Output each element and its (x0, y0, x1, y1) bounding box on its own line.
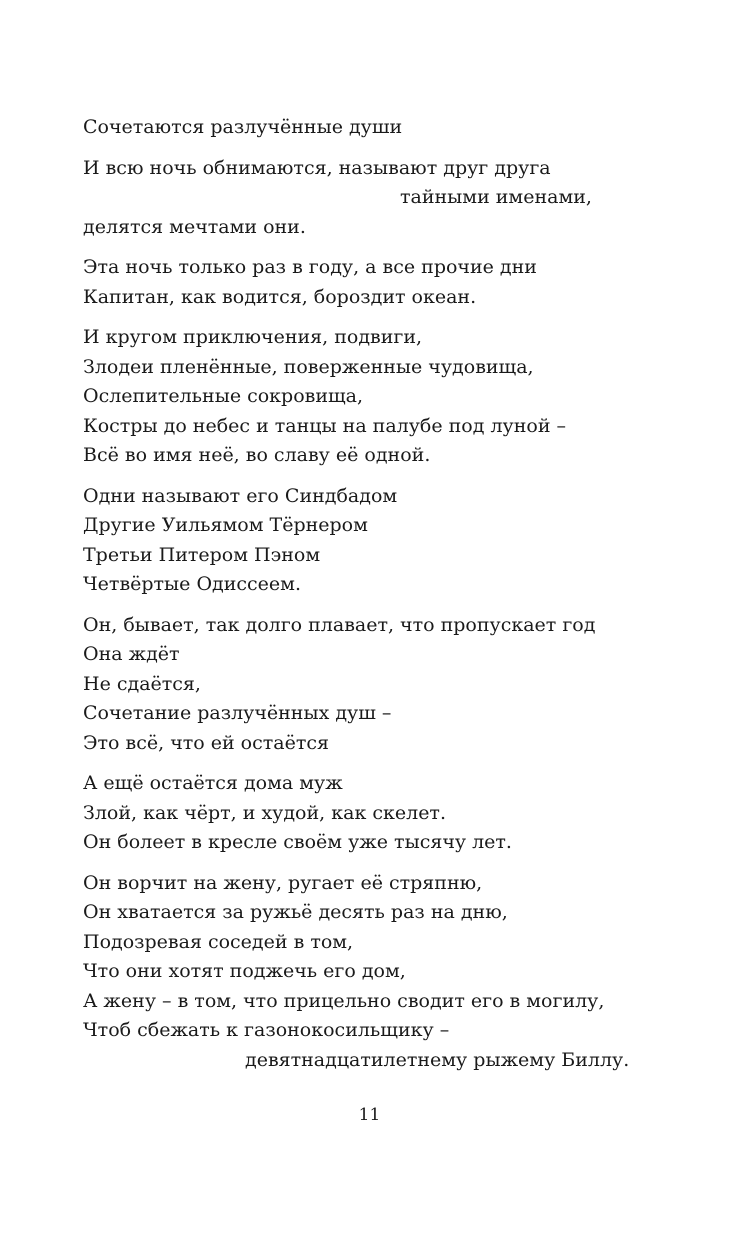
poem-line: Ослепительные сокровища, (83, 385, 364, 407)
poem-line: Сочетание разлучённых душ – (83, 702, 392, 724)
stanza (83, 611, 643, 759)
poem-line: Чтоб сбежать к газонокосильщику – (83, 1019, 450, 1041)
poem-line: девятнадцатилетнему рыжему Биллу. (245, 1048, 630, 1071)
poem-line: делятся мечтами они. (83, 215, 306, 238)
poem-line: тайными именами, (400, 186, 592, 208)
poem-line: Злодеи пленённые, поверженные чудовища, (83, 355, 534, 378)
poem-body (83, 113, 643, 1086)
poem-line: Он ворчит на жену, ругает её стряпню, (83, 871, 483, 894)
poem-line: Другие Уильямом Тёрнером (83, 514, 368, 536)
poem-line: Костры до небес и танцы на палубе под луной – (83, 414, 567, 437)
poem-line: Капитан, как водится, бороздит океан. (83, 285, 477, 308)
stanza (83, 769, 643, 858)
poem-line: Он болеет в кресле своём уже тысячу лет. (83, 831, 512, 853)
stanza (83, 869, 643, 1076)
poem-line: Что они хотят поджечь его дом, (83, 960, 406, 982)
stanza (83, 113, 643, 143)
poem-line: Не сдаётся, (83, 672, 201, 695)
stanza (83, 253, 643, 312)
poem-line: Третьи Питером Пэном (83, 543, 321, 566)
poem-line: Он, бывает, так долго плавает, что пропускает год (83, 613, 596, 636)
page-number: 11 (358, 1105, 381, 1125)
poem-line: Злой, как чёрт, и худой, как скелет. (83, 801, 446, 824)
poem-line: Сочетаются разлучённые души (83, 116, 403, 138)
poem-line: Он хватается за ружьё десять раз на дню, (83, 901, 508, 923)
poem-line: Одни называют его Синдбадом (83, 484, 398, 507)
poem-line: А ещё остаётся дома муж (83, 772, 343, 794)
poem-line: Подозревая соседей в том, (83, 930, 354, 953)
poem-line: Эта ночь только раз в году, а все прочие дни (83, 256, 537, 278)
stanza (83, 323, 643, 471)
poem-line: И кругом приключения, подвиги, (83, 326, 423, 348)
poem-line: И всю ночь обнимаются, называют друг друга (83, 156, 551, 179)
stanza (83, 482, 643, 600)
poem-line: Это всё, что ей остаётся (83, 731, 329, 754)
poem-line: Она ждёт (83, 643, 180, 665)
poem-line: Четвёртые Одиссеем. (83, 573, 301, 595)
poem-line: Всё во имя неё, во славу её одной. (83, 444, 431, 466)
poem-line: А жену – в том, что прицельно сводит его в могилу, (83, 989, 605, 1012)
stanza (83, 154, 643, 243)
